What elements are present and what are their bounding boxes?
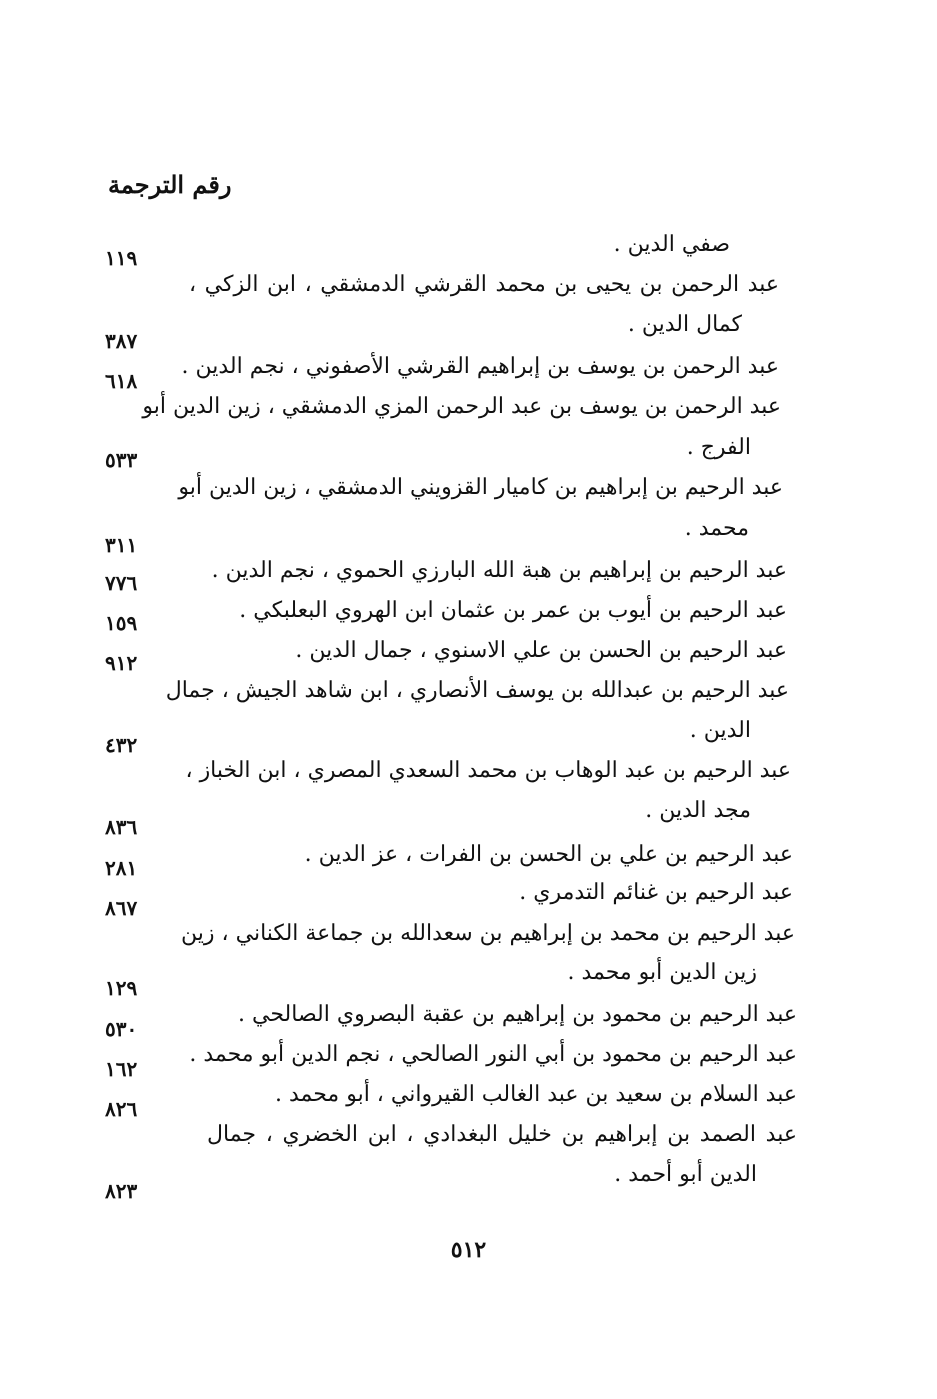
entry-line: عبد الرحيم بن أيوب بن عمر بن عثمان ابن الهروي البعلبكي . xyxy=(239,598,787,623)
translation-number: ٧٧٦ xyxy=(105,571,138,595)
entry-line: عبد الرحيم بن عبد الوهاب بن محمد السعدي المصري ، ابن الخباز ، xyxy=(185,758,791,783)
column-header-translation-number: رقم الترجمة xyxy=(108,170,232,199)
entry-line: الفرج . xyxy=(686,435,751,460)
entry-line: الدين . xyxy=(689,718,751,743)
translation-number: ٤٣٢ xyxy=(105,733,138,757)
entry-line: عبد الصمد بن إبراهيم بن خليل البغدادي ، ابن الخضري ، جمال xyxy=(207,1122,797,1147)
entry-line: عبد الرحمن بن يوسف بن عبد الرحمن المزي الدمشقي ، زين الدين أبو xyxy=(142,394,781,419)
entry-line: صفي الدين . xyxy=(613,232,730,257)
entry-line: كمال الدين . xyxy=(627,312,742,337)
translation-number: ١٥٩ xyxy=(105,611,138,635)
entry-line: عبد الرحمن بن يوسف بن إبراهيم القرشي الأصفوني ، نجم الدين . xyxy=(181,354,779,379)
entry-line: عبد السلام بن سعيد بن عبد الغالب القيرواني ، أبو محمد . xyxy=(274,1082,797,1107)
entry-line: عبد الرحيم بن محمود بن إبراهيم بن عقبة البصروي الصالحي . xyxy=(238,1002,797,1027)
translation-number: ٦١٨ xyxy=(105,369,138,393)
translation-number: ٥٣٣ xyxy=(105,448,138,472)
entry-line: عبد الرحمن بن يحيى بن محمد القرشي الدمشقي ، ابن الزكي ، xyxy=(189,272,779,297)
translation-number: ٥٣٠ xyxy=(105,1017,138,1041)
translation-number: ٨٣٦ xyxy=(105,815,138,839)
entry-line: عبد الرحيم بن عبدالله بن يوسف الأنصاري ، ابن شاهد الجيش ، جمال xyxy=(165,678,789,703)
translation-number: ١٢٩ xyxy=(105,976,138,1000)
translation-number: ١١٩ xyxy=(105,246,138,270)
translation-number: ٩١٢ xyxy=(105,651,138,675)
entry-line: عبد الرحيم بن علي بن الحسن بن الفرات ، عز الدين . xyxy=(304,842,793,867)
entry-line: عبد الرحيم بن غنائم التدمري . xyxy=(519,880,793,905)
entry-line: زين الدين أبو محمد . xyxy=(567,960,757,985)
entry-line: محمد . xyxy=(684,516,749,541)
entry-line: مجد الدين . xyxy=(645,798,751,823)
entry-line: عبد الرحيم بن محمد بن إبراهيم بن سعدالله بن جماعة الكناني ، زين xyxy=(181,921,795,946)
translation-number: ٨٢٦ xyxy=(105,1097,138,1121)
entry-line: الدين أبو أحمد . xyxy=(614,1162,757,1187)
translation-number: ١٦٢ xyxy=(105,1057,138,1081)
entry-line: عبد الرحيم بن محمود بن أبي النور الصالحي ، نجم الدين أبو محمد . xyxy=(189,1042,797,1067)
translation-number: ٣١١ xyxy=(105,533,138,557)
translation-number: ٨٢٣ xyxy=(105,1179,138,1203)
entry-line: عبد الرحيم بن إبراهيم بن كاميار القزويني الدمشقي ، زين الدين أبو xyxy=(178,475,783,500)
translation-number: ٨٦٧ xyxy=(105,896,138,920)
translation-number: ٢٨١ xyxy=(105,856,138,880)
translation-number: ٣٨٧ xyxy=(105,329,138,353)
entry-line: عبد الرحيم بن الحسن بن علي الاسنوي ، جمال الدين . xyxy=(295,638,787,663)
page-number: ٥١٢ xyxy=(450,1237,487,1263)
entry-line: عبد الرحيم بن إبراهيم بن هبة الله البارزي الحموي ، نجم الدين . xyxy=(211,558,787,583)
